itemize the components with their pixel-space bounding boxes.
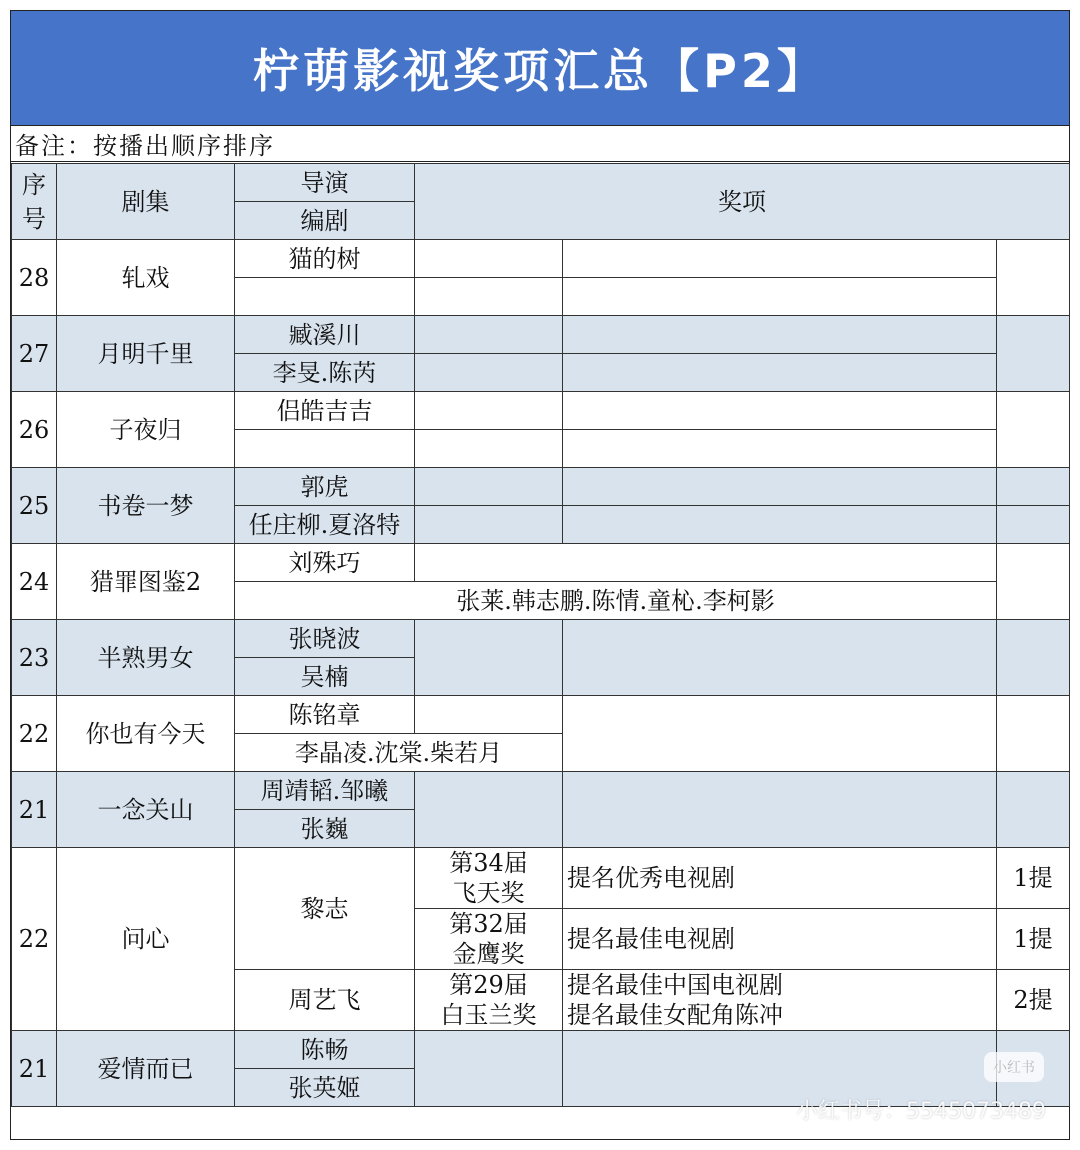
award-edition-cell	[415, 354, 563, 392]
award-edition-cell	[415, 392, 563, 430]
watermark-logo: 小红书	[984, 1052, 1044, 1082]
writer-cell: 张英姬	[235, 1069, 415, 1107]
director-cell: 周靖韬.邹曦	[235, 772, 415, 810]
writer-cell: 张巍	[235, 810, 415, 848]
award-detail-cell	[563, 772, 997, 848]
award-detail-cell: 提名最佳电视剧	[563, 909, 997, 970]
director-cell: 刘殊巧	[235, 544, 415, 582]
show-cell: 半熟男女	[57, 620, 235, 696]
director-cell: 侣皓吉吉	[235, 392, 415, 430]
show-cell: 你也有今天	[57, 696, 235, 772]
award-count-cell	[997, 392, 1070, 468]
award-detail-cell	[563, 392, 997, 430]
award-detail-cell	[563, 696, 997, 772]
award-count-cell	[997, 240, 1070, 316]
award-count-cell	[997, 772, 1070, 848]
award-count-cell	[997, 506, 1070, 544]
seq-cell: 22	[12, 696, 57, 772]
award-count-cell	[997, 620, 1070, 696]
watermark-id: 小红书号：5545073489	[796, 1099, 1046, 1124]
seq-cell: 26	[12, 392, 57, 468]
award-count-cell	[997, 316, 1070, 392]
table-row	[12, 468, 1070, 506]
award-count-cell	[997, 468, 1070, 506]
table-row	[12, 696, 1070, 734]
director-cell: 臧溪川	[235, 316, 415, 354]
director-cell: 猫的树	[235, 240, 415, 278]
award-edition-cell	[415, 772, 563, 848]
writer-cell	[235, 278, 415, 316]
awards-table	[11, 163, 1070, 1107]
award-detail-cell	[563, 506, 997, 544]
show-cell: 子夜归	[57, 392, 235, 468]
seq-cell: 28	[12, 240, 57, 316]
seq-cell: 23	[12, 620, 57, 696]
writer-cell: 张莱.韩志鹏.陈情.童杺.李柯影	[235, 582, 997, 620]
award-detail-cell	[415, 544, 997, 582]
table-row	[12, 240, 1070, 278]
award-edition-cell	[415, 240, 563, 278]
award-count-cell	[997, 696, 1070, 772]
award-edition-cell	[415, 430, 563, 468]
header-awards: 奖项	[415, 164, 1070, 240]
table-row	[12, 1031, 1070, 1069]
award-edition-cell: 第29届 白玉兰奖	[415, 970, 563, 1031]
award-count-cell	[997, 544, 1070, 620]
award-detail-cell: 提名最佳中国电视剧 提名最佳女配角陈冲	[563, 970, 997, 1031]
show-cell: 问心	[57, 848, 235, 1031]
writer-cell	[235, 430, 415, 468]
award-edition-cell	[415, 316, 563, 354]
seq-cell: 25	[12, 468, 57, 544]
show-cell: 爱情而已	[57, 1031, 235, 1107]
header-director: 导演	[235, 164, 415, 202]
header-writer: 编剧	[235, 202, 415, 240]
header-show: 剧集	[57, 164, 235, 240]
seq-cell: 21	[12, 1031, 57, 1107]
show-cell: 书卷一梦	[57, 468, 235, 544]
table-row	[12, 848, 1070, 909]
award-edition-cell: 第34届 飞天奖	[415, 848, 563, 909]
page-title: 柠萌影视奖项汇总【P2】	[11, 11, 1069, 126]
writer-cell: 李旻.陈芮	[235, 354, 415, 392]
award-edition-cell	[415, 1031, 563, 1107]
director-cell: 郭虎	[235, 468, 415, 506]
award-edition-cell	[415, 620, 563, 696]
header-seq: 序 号	[12, 164, 57, 240]
award-detail-cell	[563, 620, 997, 696]
director-cell: 黎志	[235, 848, 415, 970]
show-cell: 月明千里	[57, 316, 235, 392]
show-cell: 一念关山	[57, 772, 235, 848]
award-detail-cell	[563, 354, 997, 392]
seq-cell: 24	[12, 544, 57, 620]
writer-cell: 李晶凌.沈棠.柴若月	[235, 734, 563, 772]
director-cell: 陈铭章	[235, 696, 415, 734]
award-edition-cell	[415, 278, 563, 316]
award-detail-cell	[563, 430, 997, 468]
award-edition-cell	[415, 696, 563, 734]
table-row	[12, 544, 1070, 582]
table-row	[12, 772, 1070, 810]
show-cell: 轧戏	[57, 240, 235, 316]
table-row	[12, 316, 1070, 354]
show-cell: 猎罪图鉴2	[57, 544, 235, 620]
award-edition-cell	[415, 506, 563, 544]
director-cell: 张晓波	[235, 620, 415, 658]
award-edition-cell	[415, 468, 563, 506]
award-count-cell: 1提	[997, 909, 1070, 970]
table-row	[12, 620, 1070, 658]
award-detail-cell: 提名优秀电视剧	[563, 848, 997, 909]
award-detail-cell	[563, 240, 997, 278]
note: 备注：按播出顺序排序	[11, 126, 1069, 162]
table-row	[12, 392, 1070, 430]
award-count-cell: 1提	[997, 848, 1070, 909]
seq-cell: 21	[12, 772, 57, 848]
award-edition-cell: 第32届 金鹰奖	[415, 909, 563, 970]
award-detail-cell	[563, 316, 997, 354]
award-detail-cell	[563, 468, 997, 506]
seq-cell: 27	[12, 316, 57, 392]
writer-cell: 周艺飞	[235, 970, 415, 1031]
writer-cell: 吴楠	[235, 658, 415, 696]
award-count-cell: 2提	[997, 970, 1070, 1031]
writer-cell: 任庄柳.夏洛特	[235, 506, 415, 544]
director-cell: 陈畅	[235, 1031, 415, 1069]
seq-cell: 22	[12, 848, 57, 1031]
award-detail-cell	[563, 278, 997, 316]
